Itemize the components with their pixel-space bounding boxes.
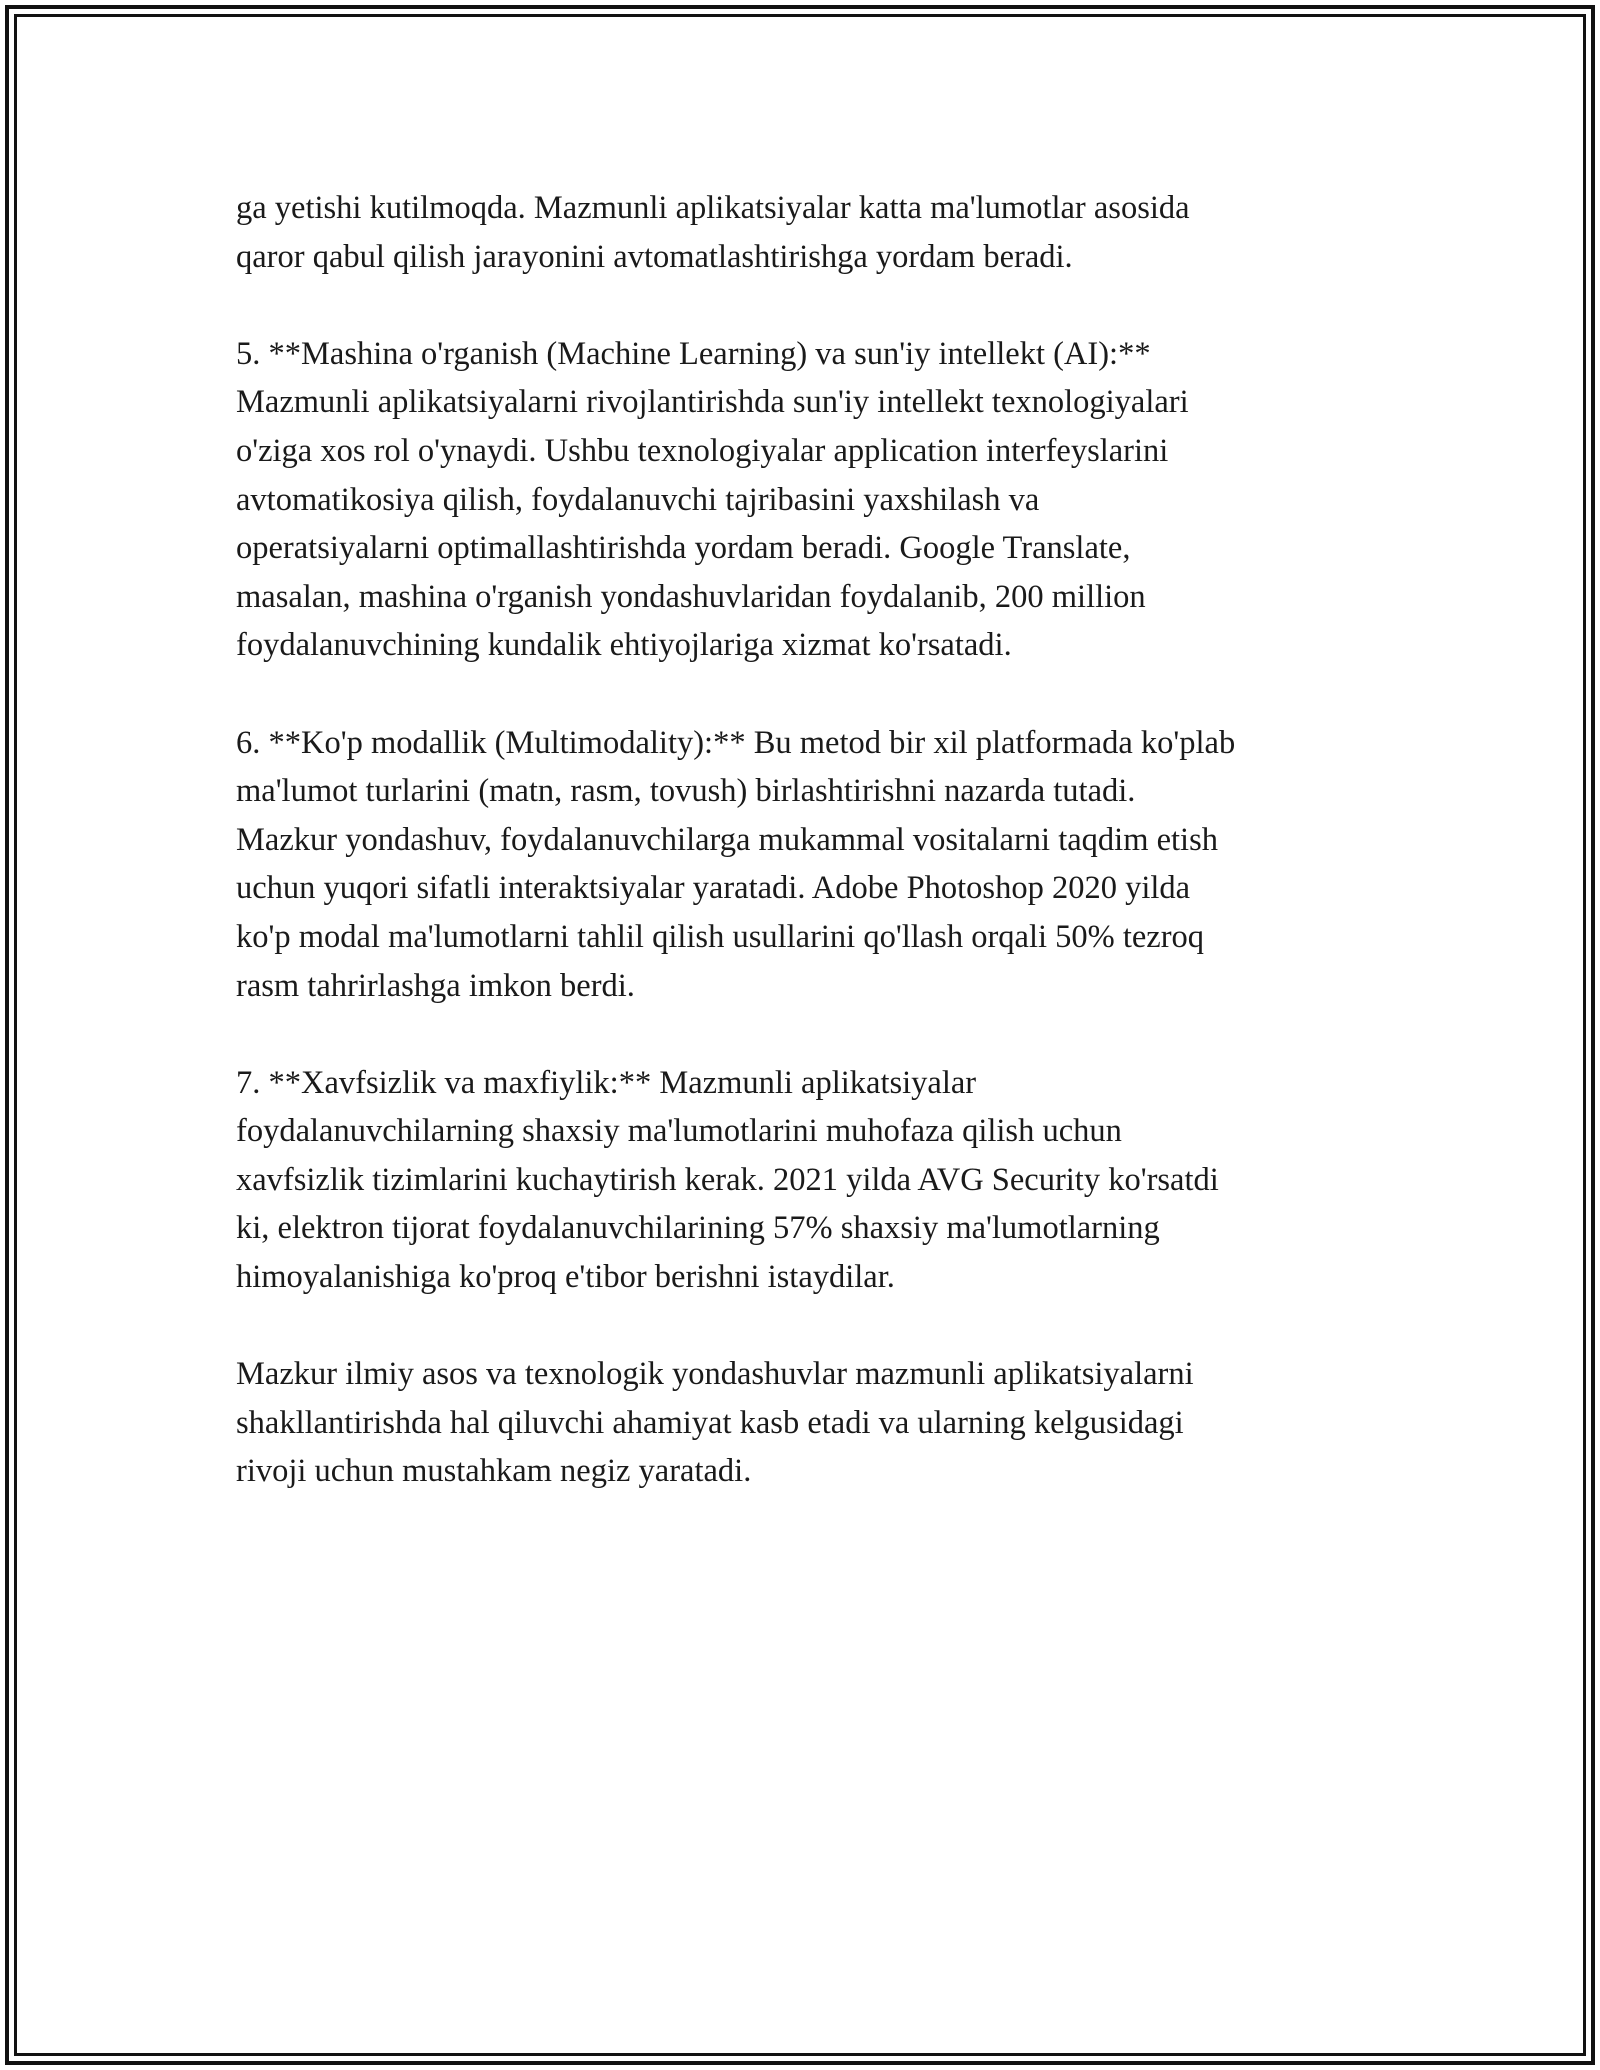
paragraph-machine-learning: 5. **Mashina o'rganish (Machine Learning) va sun'iy intellekt (AI):** Mazmunli aplikatsiyalarni rivojlantirishda sun'iy intellekt texnologiyalari o'ziga xos rol o'ynaydi. Ushbu texnologiyalar application interfeyslarini avtomatikosiya qilish, foydalanuvchi tajribasini yaxshilash va operatsiyalarni optimallashtirishda yordam beradi. Google Translate, masalan, mashina o'rganish yondashuvlaridan foydalanib, 200 million foydalanuvchining kundalik ehtiyojlariga xizmat ko'rsatadi. <box>236 335 1189 664</box>
document-body <box>236 184 1396 1545</box>
paragraph-security-privacy: 7. **Xavfsizlik va maxfiylik:** Mazmunli aplikatsiyalar foydalanuvchilarning shaxsiy ma'lumotlarini muhofaza qilish uchun xavfsizlik tizimlarini kuchaytirish kerak. 2021 yilda AVG Security ko'rsatdi ki, elektron tijorat foydalanuvchilarining 57% shaxsiy ma'lumotlarning himoyalanishiga ko'proq e'tibor berishni istaydilar. <box>236 1064 1219 1296</box>
paragraph-multimodality: 6. **Ko'p modallik (Multimodality):** Bu metod bir xil platformada ko'plab ma'lumot turlarini (matn, rasm, tovush) birlashtirishni nazarda tutadi. Mazkur yondashuv, foydalanuvchilarga mukammal vositalarni taqdim etish uchun yuqori sifatli interaktsiyalar yaratadi. Adobe Photoshop 2020 yilda ko'p modal ma'lumotlarni tahlil qilish usullarini qo'llash orqali 50% tezroq rasm tahrirlashga imkon berdi. <box>236 724 1236 1004</box>
paragraph-continuation: ga yetishi kutilmoqda. Mazmunli aplikatsiyalar katta ma'lumotlar asosida qaror qabul qilish jarayonini avtomatlashtirishga yordam beradi. <box>236 190 1190 275</box>
paragraph-conclusion: Mazkur ilmiy asos va texnologik yondashuvlar mazmunli aplikatsiyalarni shakllantirishda hal qiluvchi ahamiyat kasb etadi va ularning kelgusidagi rivoji uchun mustahkam negiz yaratadi. <box>236 1356 1194 1490</box>
